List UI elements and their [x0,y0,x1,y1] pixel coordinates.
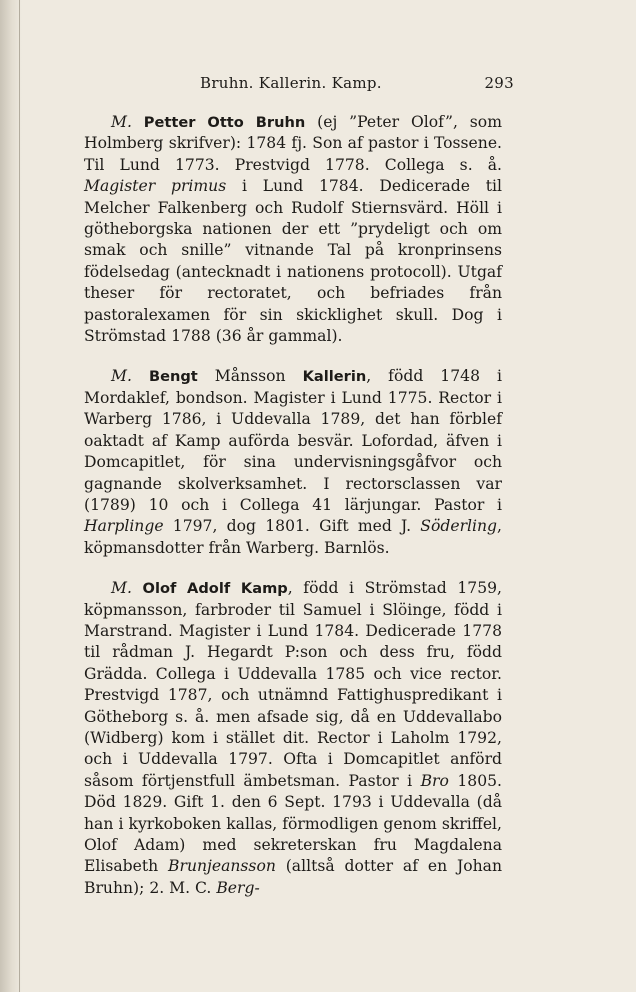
entry-name: Bengt [148,368,198,386]
entry-title: M. [111,579,132,598]
entry-italic: Berg- [216,878,260,897]
entry-name: Petter Otto Bruhn [143,114,306,131]
entry-text: 1797, dog 1801. Gift med J. [163,517,421,536]
entry-text: (ej ”Peter Olof”, som Holmberg skrifver): 1784 fj. Son af pastor i Tossene. Til Lund 1773. Prestvigd 1778. Collega s. å. [84,113,502,174]
entry-title: M. [111,367,132,386]
entry-surname: Kallerin [302,368,367,386]
entry-text: 1805. Död 1829. Gift 1. den 6 Sept. 1793 i Uddevalla (då han i kyrkoboken kallas, förmodligen genom skriffel, Olof Adam) med sekreterskan fru Magdalena Elisabeth [84,771,502,876]
entry-middle-name: Månsson [197,367,303,386]
entry-kallerin [84,366,502,559]
entry-name: Olof Adolf Kamp [142,580,288,598]
entry-title: M. [111,113,132,131]
entry-text: , född 1748 i Mordaklef, bondson. Magister i Lund 1775. Rector i Warberg 1786, i Uddevalla 1789, det han förblef oaktadt af Kamp auförda besvär. Lofordad, äfven i Domcapitlet, för sina undervisningsgåfvor och gagnande skolverksamhet. I rectorsclassen var (1789) 10 och i Collega 41 lärjungar. Pastor i [84,367,502,514]
entry-italic: Bro [420,771,449,790]
page-number: 293 [484,74,514,92]
entry-text: i Lund 1784. Dedicerade til Melcher Falkenberg och Rudolf Stiernsvärd. Höll i götheborgska nationen der ett ”prydeligt och om smak och snille” vitnande Tal på kronprinsens födelsedag (antecknadt i nationens protocoll). Utgaf theser för rectoratet, och befriades från pastoralexamen för sin skicklighet skull. Dog i Strömstad 1788 (36 år gammal). [84,177,502,346]
entry-italic: Brunjeansson [168,857,276,876]
entry-text: (alltså dotter af en Johan Bruhn); 2. M. C. [84,857,502,897]
entry-italic: Harplinge [84,517,164,536]
entry-italic: Söderling [420,517,498,536]
entry-kamp [84,578,502,899]
entry-bruhn [84,112,502,347]
entry-text: , köpmansdotter från Warberg. Barnlös. [84,517,502,557]
running-head: Bruhn. Kallerin. Kamp. [200,74,382,92]
page-body [84,112,502,918]
entry-italic: Magister primus [84,177,227,196]
page-binding-edge [0,0,22,992]
entry-text: , född i Strömstad 1759, köpmansson, farbroder til Samuel i Slöinge, född i Marstrand. Magister i Lund 1784. Dedicerade 1778 til rådman J. Hegardt P:son och dess fru, född Grädda. Collega i Uddevalla 1785 och vice rector. Prestvigd 1787, och utnämnd Fattighuspredikant i Götheborg s. å. men afsade sig, då en Uddevallabo (Widberg) kom i stället dit. Rector i Laholm 1792, och i Uddevalla 1797. Ofta i Domcapitlet anförd såsom förtjenstfull ämbetsman. Pastor i [84,579,502,790]
